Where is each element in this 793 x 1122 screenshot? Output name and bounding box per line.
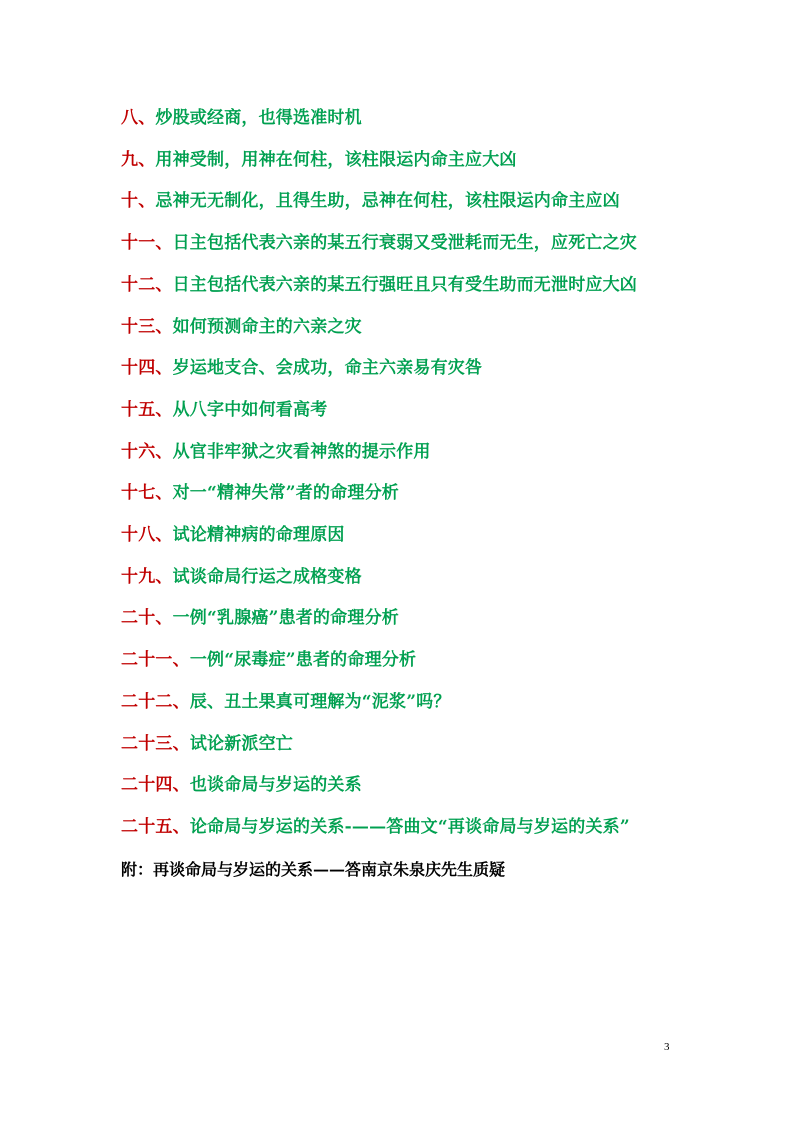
toc-item-number: 十九、: [121, 566, 173, 587]
toc-item-number: 十二、: [121, 274, 173, 295]
toc-item-number: 二十五、: [121, 816, 190, 837]
toc-item: [121, 348, 681, 390]
toc-item: [121, 640, 681, 682]
toc-item: [121, 724, 681, 766]
toc-item-title: 试论新派空亡: [189, 733, 294, 754]
toc-item-title: 试谈命局行运之成格变格: [172, 566, 362, 587]
toc-item-number: 九、: [121, 149, 156, 170]
toc-item: [121, 598, 681, 640]
toc-item-number: 十五、: [121, 399, 173, 420]
toc-item: [121, 181, 681, 223]
toc-item-title: 从八字中如何看高考: [172, 399, 328, 420]
toc-item: [121, 265, 681, 307]
toc-item-title: 忌神无无制化，且得生助，忌神在何柱，该柱限运内命主应凶: [155, 191, 620, 212]
toc-item-number: 十七、: [121, 483, 173, 504]
toc-item-title: 辰、丑土果真可理解为“泥浆”吗？: [189, 691, 451, 712]
toc-item: [121, 140, 681, 182]
toc-item-title: 用神受制，用神在何柱，该柱限运内命主应大凶: [155, 149, 517, 170]
toc-item-title: 论命局与岁运的关系-——答曲文“再谈命局与岁运的关系”: [189, 816, 630, 837]
toc-item-number: 二十四、: [121, 775, 190, 796]
toc-item-title: 一例“尿毒症”患者的命理分析: [189, 650, 417, 671]
toc-item: [121, 682, 681, 724]
toc-item: [121, 432, 681, 474]
toc-item: [121, 473, 681, 515]
toc-item-number: 十四、: [121, 358, 173, 379]
toc-item-title: 从官非牢狱之灾看神煞的提示作用: [172, 441, 431, 462]
toc-item-title: 也谈命局与岁运的关系: [189, 775, 362, 796]
toc-item: [121, 98, 681, 140]
toc-item-number: 十八、: [121, 525, 173, 546]
toc-item-title: 一例“乳腺癌”患者的命理分析: [172, 608, 399, 629]
toc-appendix: 附：再谈命局与岁运的关系——答南京朱泉庆先生质疑: [121, 859, 506, 879]
toc-item-title: 日主包括代表六亲的某五行强旺且只有受生助而无泄时应大凶: [172, 274, 638, 295]
toc-item: [121, 307, 681, 349]
toc-item-number: 二十一、: [121, 650, 190, 671]
toc-item-number: 十、: [121, 191, 156, 212]
page-number: 3: [664, 1041, 670, 1053]
toc-item-title: 岁运地支合、会成功，命主六亲易有灾咎: [172, 358, 483, 379]
toc-item: [121, 765, 681, 807]
toc-item-number: 十六、: [121, 441, 173, 462]
toc-item-number: 二十二、: [121, 691, 190, 712]
table-of-contents: [121, 98, 681, 890]
toc-item: [121, 390, 681, 432]
toc-item-number: 十三、: [121, 316, 173, 337]
toc-item-title: 对一“精神失常”者的命理分析: [172, 483, 399, 504]
toc-item: [121, 515, 681, 557]
toc-item: [121, 807, 681, 849]
toc-item: [121, 223, 681, 265]
toc-item-number: 二十三、: [121, 733, 190, 754]
toc-item-title: 炒股或经商，也得选准时机: [155, 108, 362, 128]
toc-item-title: 日主包括代表六亲的某五行衰弱又受泄耗而无生，应死亡之灾: [172, 233, 638, 254]
toc-item-number: 十一、: [121, 233, 173, 254]
toc-item-number: 二十、: [121, 608, 173, 629]
toc-item: [121, 557, 681, 599]
toc-item-title: 试论精神病的命理原因: [172, 525, 345, 546]
toc-item-title: 如何预测命主的六亲之灾: [172, 316, 362, 337]
toc-item-number: 八、: [121, 108, 156, 128]
